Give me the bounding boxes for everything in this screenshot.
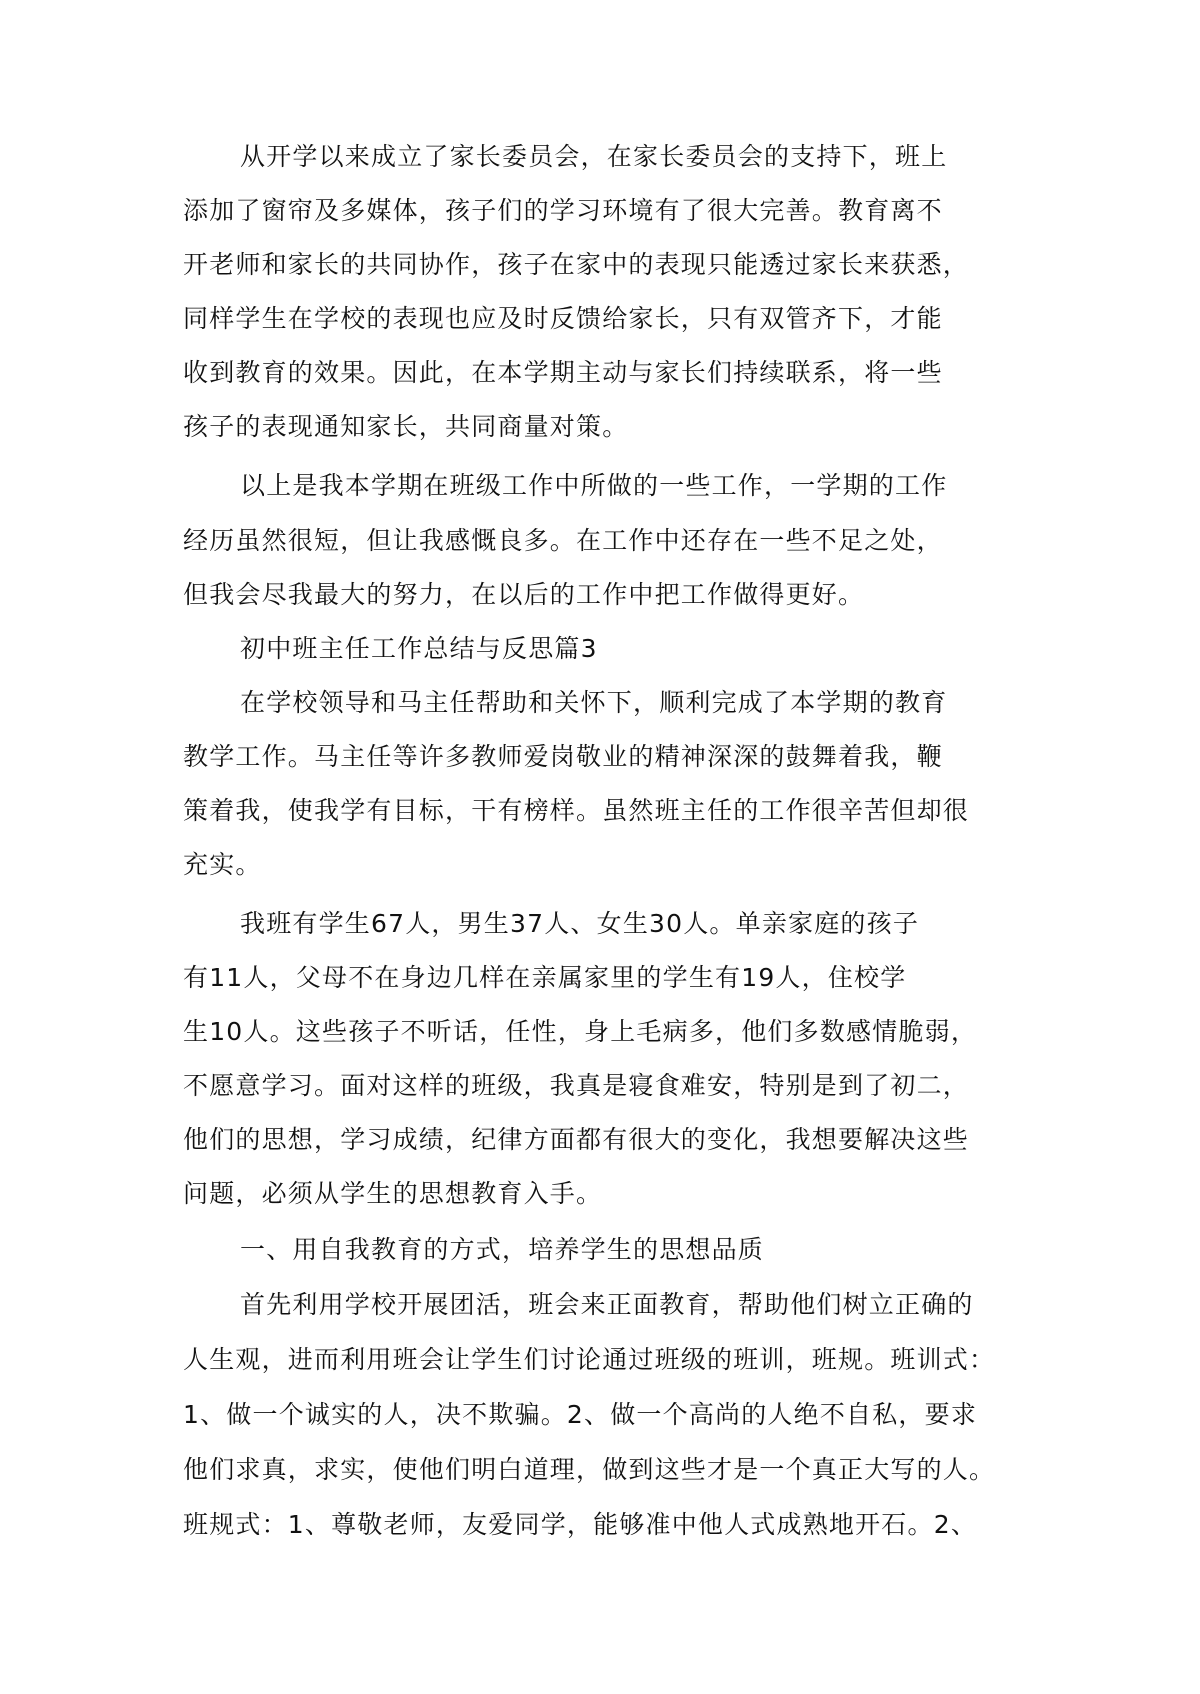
paragraph-line: 策着我，使我学有目标，干有榜样。虽然班主任的工作很辛苦但却很 (183, 796, 970, 825)
paragraph-line: 1、做一个诚实的人，决不欺骗。2、做一个高尚的人绝不自私，要求 (183, 1400, 978, 1429)
paragraph-line: 开老师和家长的共同协作，孩子在家中的表现只能透过家长来获悉， (183, 250, 970, 279)
section-heading: 一、用自我教育的方式，培养学生的思想品质 (240, 1235, 765, 1264)
paragraph-line: 他们的思想，学习成绩，纪律方面都有很大的变化，我想要解决这些 (183, 1125, 970, 1154)
paragraph-line: 但我会尽我最大的努力，在以后的工作中把工作做得更好。 (183, 580, 865, 609)
paragraph-line: 充实。 (183, 850, 262, 879)
paragraph-line: 班规式：1、尊敬老师，友爱同学，能够准中他人式成熟地开石。2、 (183, 1510, 978, 1539)
paragraph-line: 生10人。这些孩子不听话，任性，身上毛病多，他们多数感情脆弱， (183, 1017, 978, 1046)
paragraph-line: 以上是我本学期在班级工作中所做的一些工作，一学期的工作 (240, 471, 948, 500)
paragraph-line: 在学校领导和马主任帮助和关怀下，顺利完成了本学期的教育 (240, 688, 948, 717)
paragraph-line: 问题，必须从学生的思想教育入手。 (183, 1179, 603, 1208)
paragraph-line: 他们求真，求实，使他们明白道理，做到这些才是一个真正大写的人。 (183, 1455, 996, 1484)
paragraph-line: 收到教育的效果。因此，在本学期主动与家长们持续联系，将一些 (183, 358, 943, 387)
paragraph-line: 不愿意学习。面对这样的班级，我真是寝食难安，特别是到了初二， (183, 1071, 970, 1100)
section-heading: 初中班主任工作总结与反思篇3 (240, 634, 598, 663)
paragraph-line: 从开学以来成立了家长委员会，在家长委员会的支持下，班上 (240, 142, 948, 171)
paragraph-line: 经历虽然很短，但让我感慨良多。在工作中还存在一些不足之处， (183, 526, 943, 555)
paragraph-line: 人生观，进而利用班会让学生们讨论通过班级的班训，班规。班训式： (183, 1345, 996, 1374)
paragraph-line: 我班有学生67人，男生37人、女生30人。单亲家庭的孩子 (240, 909, 920, 938)
paragraph-line: 首先利用学校开展团活，班会来正面教育，帮助他们树立正确的 (240, 1290, 974, 1319)
paragraph-line: 有11人，父母不在身边几样在亲属家里的学生有19人，住校学 (183, 963, 907, 992)
paragraph-line: 孩子的表现通知家长，共同商量对策。 (183, 412, 629, 441)
paragraph-line: 教学工作。马主任等许多教师爱岗敬业的精神深深的鼓舞着我，鞭 (183, 742, 943, 771)
paragraph-line: 添加了窗帘及多媒体，孩子们的学习环境有了很大完善。教育离不 (183, 196, 943, 225)
paragraph-line: 同样学生在学校的表现也应及时反馈给家长，只有双管齐下，才能 (183, 304, 943, 333)
